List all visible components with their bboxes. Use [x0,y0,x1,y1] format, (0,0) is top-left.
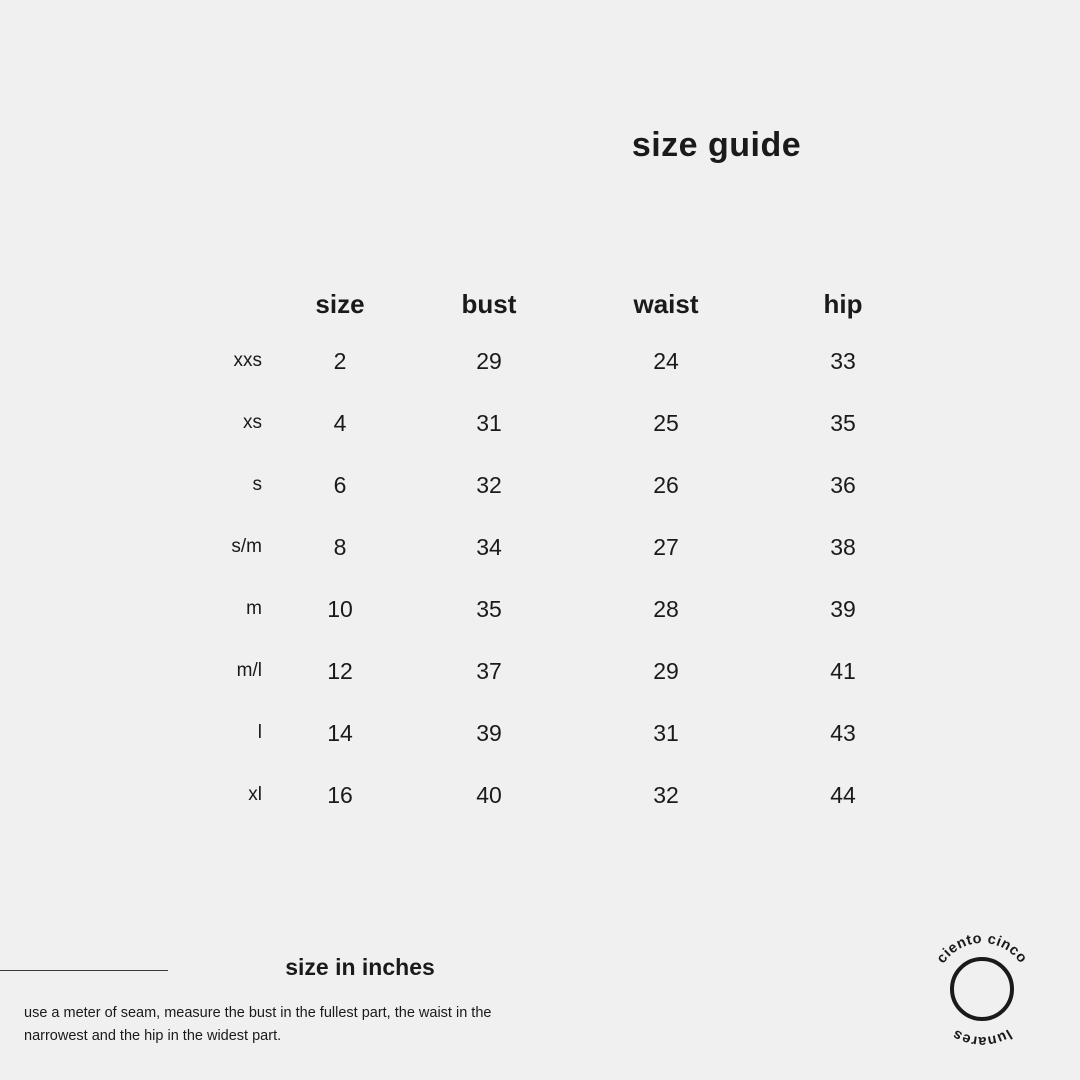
cell-waist: 29 [653,657,679,684]
divider [0,970,168,971]
table-row [150,640,950,702]
cell-waist: 31 [653,719,679,746]
cell-bust: 31 [476,409,502,436]
cell-hip: 43 [830,719,856,746]
cell-waist: 28 [653,595,679,622]
row-label: xxs [233,350,262,371]
column-header-size: size [315,288,365,319]
cell-bust: 29 [476,347,502,374]
cell-waist: 25 [653,409,679,436]
row-label: s [252,474,262,495]
row-label: xs [243,412,262,433]
table-row [150,578,950,640]
cell-size: 12 [327,657,353,684]
cell-hip: 44 [830,781,856,808]
cell-bust: 39 [476,719,502,746]
cell-size: 6 [333,471,347,498]
cell-waist: 27 [653,533,679,560]
table-row [150,516,950,578]
cell-hip: 39 [830,595,856,622]
cell-bust: 35 [476,595,502,622]
cell-hip: 35 [830,409,856,436]
units-subtitle: size in inches [285,954,435,980]
cell-hip: 36 [830,471,856,498]
cell-hip: 33 [830,347,856,374]
table-row [150,330,950,392]
row-label: s/m [231,536,262,557]
measurement-note: use a meter of seam, measure the bust in the fullest part, the waist in the narrowest and the hip in the widest part. [24,1005,492,1045]
row-label: l [257,722,262,743]
table-row [150,454,950,516]
column-header-waist: waist [633,288,699,319]
column-header-hip: hip [823,288,863,319]
column-header-bust: bust [461,288,517,319]
table-row [150,764,950,826]
cell-size: 10 [327,595,353,622]
cell-hip: 38 [830,533,856,560]
row-label: m/l [236,660,262,681]
page-title: size guide [631,126,802,164]
row-label: m [246,598,262,619]
table-row [150,702,950,764]
table-header-row [150,278,950,330]
size-table [150,278,950,826]
logo-text-bottom: lunares [949,1025,1015,1050]
cell-waist: 24 [653,347,679,374]
cell-bust: 32 [476,471,502,498]
row-label: xl [248,784,262,805]
brand-logo [918,925,1046,1053]
cell-hip: 41 [830,657,856,684]
cell-bust: 40 [476,781,502,808]
cell-waist: 32 [653,781,679,808]
table-row [150,392,950,454]
cell-bust: 34 [476,533,502,560]
cell-size: 4 [333,409,347,436]
cell-size: 14 [327,719,353,746]
cell-size: 2 [333,347,347,374]
cell-size: 16 [327,781,353,808]
cell-waist: 26 [653,471,679,498]
cell-size: 8 [333,533,347,560]
cell-bust: 37 [476,657,502,684]
logo-text-top: ciento cinco [933,930,1031,967]
